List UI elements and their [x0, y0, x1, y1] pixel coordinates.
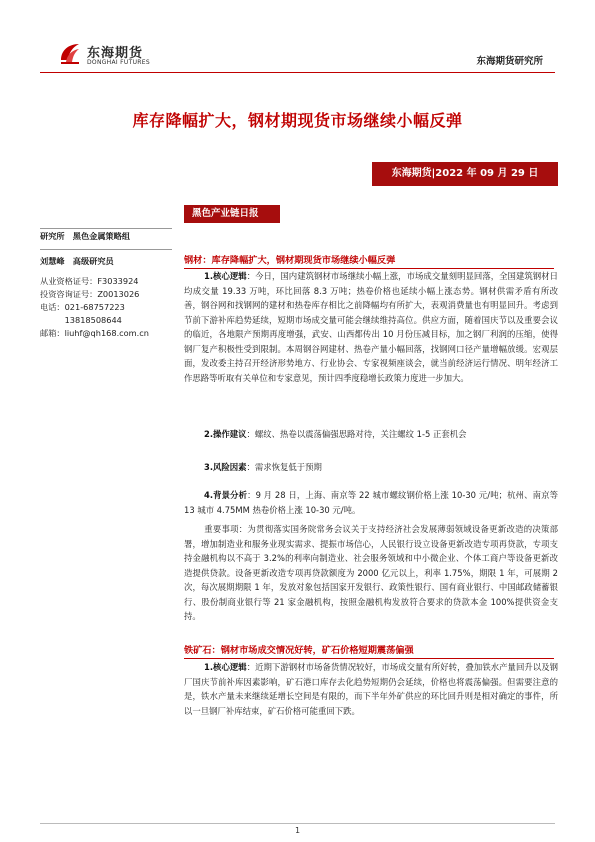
iron-core-logic-lead: 1.核心逻辑: [204, 662, 247, 672]
steel-risk-lead: 3.风险因素: [204, 462, 247, 472]
steel-advice-lead: 2.操作建议: [204, 429, 247, 439]
steel-key-events-text: 重要事项：为贯彻落实国务院常务会议关于支持经济社会发展薄弱领域设备更新改造的决策部署，增加制造业和服务业现实需求、提振市场信心，人民银行设立设备更新改造专项再贷款，专项支持金融机构以不高于 3.2%的利率向制造业、社会服务领域和中小微企业、个体工商户等设备更新改造提供贷款。设备更新改造专项再贷款额度为 2000 亿元以上，利率 1.75%，期限 1 年，可展期 2 次，每次展期期限 1 年，发放对象包括国家开发银行、政策性银行、国有商业银行、中国邮政储蓄银行、股份制商业银行等 21 家金融机构，按照金融机构发放符合要求的贷款本金 100%提供资金支持。: [184, 524, 558, 621]
steel-key-events: [184, 522, 558, 624]
left-divider-top: [40, 228, 172, 229]
footer-divider: [40, 823, 555, 824]
donghai-logo-icon: [57, 40, 83, 66]
steel-core-logic: [184, 269, 558, 385]
left-divider-mid: [40, 249, 172, 250]
header-institute: 东海期货研究所: [476, 56, 543, 67]
page-title: 库存降幅扩大，钢材期现货市场继续小幅反弹: [132, 111, 463, 130]
steel-background-lead: 4.背景分析: [204, 490, 248, 500]
company-logo: [57, 40, 177, 70]
logo-chinese-text: 东海期货: [87, 46, 144, 61]
qualification-cert: 从业资格证号：F3033924: [40, 276, 139, 286]
steel-advice: [184, 427, 558, 442]
section-badge: 黑色产业链日报: [184, 205, 280, 223]
steel-core-logic-lead: 1.核心逻辑: [204, 271, 247, 281]
logo-english-text: DONGHAI FUTURES: [87, 59, 150, 66]
phone: 电话：021-68757223: [40, 302, 125, 312]
steel-risk-text: ：需求恢复低于预期: [246, 462, 322, 472]
consulting-cert: 投资咨询证号：Z0013026: [40, 289, 140, 299]
iron-section-header: 铁矿石：钢材市场成交情况好转，矿石价格短期震荡偏强: [184, 642, 554, 659]
iron-core-logic: [184, 660, 558, 718]
research-dept: 研究所 黑色金属策略组: [40, 231, 131, 241]
phone-mobile: 13818508644: [40, 315, 122, 325]
steel-core-logic-text: ：今日，国内建筑钢材市场继续小幅上涨，市场成交量刻明显回落，全国建筑钢材日均成交量 19.33 万吨，环比回落 8.3 万吨；热卷价格也延续小幅上涨态势。钢材供需矛盾有所改善，钢谷网和找钢网的建材和热卷库存相比之前降幅均有所扩大，表观消费量也有明显回升。考虑到节前下游补库趋势延续，短期市场成交量可能会继续维持高位。供应方面，随着国庆节以及重要会议的临近，各地限产预期再度增强，武安、山西都传出 10 月份压减目标，加之钢厂利润的压缩，使得钢厂复产积极性受到限制。本周钢谷网建材、热卷产量小幅回落，找钢网口径产量增幅放缓。宏观层面，发改委主持召开经济形势地方、行业协会、专家视频座谈会，就当前经济运行情况、明年经济工作思路等听取有关单位和专家意见，预计四季度稳增长政策力度进一步加大。: [184, 271, 559, 383]
steel-background-text: ：9 月 28 日，上海、南京等 22 城市螺纹钢价格上涨 10-30 元/吨；杭州、南京等 13 城市 4.75MM 热卷价格上涨 10-30 元/吨。: [184, 490, 558, 515]
steel-risk: [184, 460, 558, 475]
analyst-name: 刘慧峰 高级研究员: [40, 256, 114, 266]
header-divider: [40, 72, 555, 73]
iron-core-logic-text: ：近期下游钢材市场备货情况较好，市场成交量有所好转，叠加铁水产量回升以及钢厂国庆节前补库因素影响，矿石港口库存去化趋势短期仍会延续，价格也将震荡偏强。但需要注意的是，铁水产量未来继续延增长空间是有限的，而下半年外矿供应的环比回升则是相对确定的事件，所以一旦钢厂补库结束，矿石价格可能重回下跌。: [184, 662, 559, 716]
steel-background: [184, 488, 558, 517]
email: 邮箱：liuhf@qh168.com.cn: [40, 328, 149, 338]
date-bar: 东海期货|2022 年 09 月 29 日: [372, 162, 558, 186]
page-number: 1: [294, 826, 301, 835]
steel-section-header: 钢材：库存降幅扩大，钢材期现货市场继续小幅反弹: [184, 252, 554, 269]
steel-advice-text: ：螺纹、热卷以震荡偏强思路对待，关注螺纹 1-5 正套机会: [246, 429, 467, 439]
